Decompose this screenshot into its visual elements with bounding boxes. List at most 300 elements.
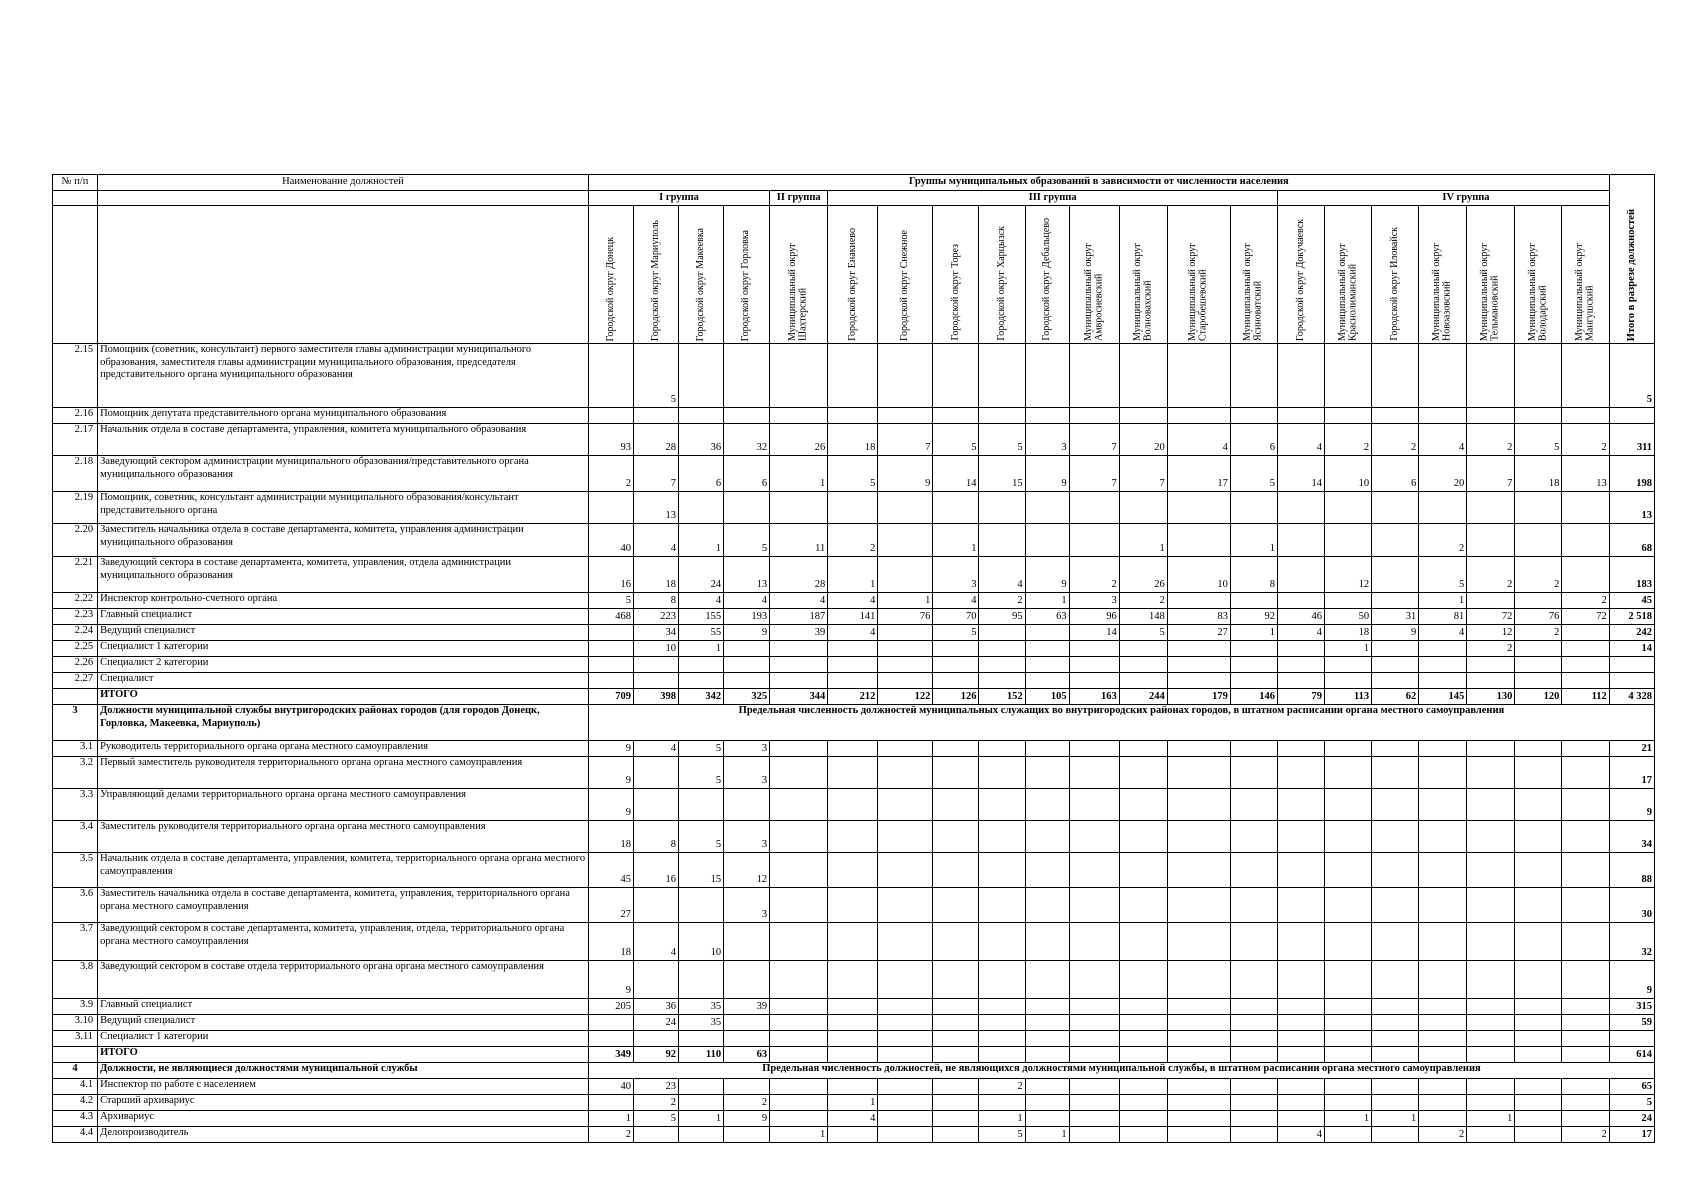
section-title: Должности муниципальной службы внутригородских районах городов (для городов Донецк, Горловка, Макеевка, Мариуполь): [98, 705, 589, 741]
cell-value: [828, 1047, 878, 1063]
position-name: ИТОГО: [98, 1047, 589, 1063]
cell-value: 18: [588, 923, 633, 961]
row-total: 183: [1609, 557, 1654, 593]
cell-value: 5: [979, 424, 1025, 456]
cell-value: [1277, 821, 1324, 853]
cell-value: [1069, 1031, 1119, 1047]
cell-value: [633, 657, 678, 673]
cell-value: 9: [588, 961, 633, 999]
cell-value: 12: [724, 853, 770, 888]
cell-value: [633, 888, 678, 923]
cell-value: 349: [588, 1047, 633, 1063]
column-header-label: Городской округ Торез: [949, 244, 961, 341]
cell-value: [1167, 657, 1230, 673]
row-total: [1609, 657, 1654, 673]
cell-value: [770, 888, 828, 923]
cell-value: [1167, 1047, 1230, 1063]
cell-value: 4: [979, 557, 1025, 593]
cell-value: 26: [770, 424, 828, 456]
cell-value: [588, 344, 633, 408]
row-number: 3.10: [53, 1015, 98, 1031]
cell-value: [1372, 999, 1419, 1015]
cell-value: [1025, 961, 1069, 999]
cell-value: [1119, 657, 1167, 673]
cell-value: 2: [1419, 524, 1467, 557]
cell-value: [1325, 344, 1372, 408]
position-name: Первый заместитель руководителя территориального органа органа местного самоуправления: [98, 757, 589, 789]
cell-value: [1372, 557, 1419, 593]
cell-value: [1515, 408, 1562, 424]
cell-value: 7: [878, 424, 933, 456]
cell-value: 9: [724, 625, 770, 641]
cell-value: [933, 757, 979, 789]
cell-value: [1467, 923, 1515, 961]
cell-value: [1515, 789, 1562, 821]
cell-value: [1167, 923, 1230, 961]
cell-value: 468: [588, 609, 633, 625]
cell-value: 5: [679, 821, 724, 853]
cell-value: [1467, 821, 1515, 853]
cell-value: [1069, 1015, 1119, 1031]
position-name: Помощник, советник, консультант администрации муниципального образования/консультант представительного органа: [98, 492, 589, 524]
table-row: [53, 657, 1655, 673]
cell-value: [1277, 673, 1324, 689]
cell-value: [1515, 524, 1562, 557]
cell-value: [1230, 789, 1277, 821]
cell-value: [1467, 408, 1515, 424]
cell-value: [1277, 1047, 1324, 1063]
cell-value: [1069, 757, 1119, 789]
cell-value: [1119, 961, 1167, 999]
cell-value: [1069, 408, 1119, 424]
cell-value: 10: [633, 641, 678, 657]
cell-value: [588, 1095, 633, 1111]
cell-value: [1372, 1079, 1419, 1095]
cell-value: 72: [1562, 609, 1609, 625]
cell-value: [933, 1111, 979, 1127]
cell-value: [1119, 1095, 1167, 1111]
header-group-3: III группа: [828, 191, 1278, 206]
cell-value: [1467, 853, 1515, 888]
cell-value: [1419, 1015, 1467, 1031]
cell-value: [979, 408, 1025, 424]
row-total: 45: [1609, 593, 1654, 609]
cell-value: [1515, 757, 1562, 789]
cell-value: [1167, 1015, 1230, 1031]
cell-value: 5: [1419, 557, 1467, 593]
cell-value: [1515, 853, 1562, 888]
cell-value: [878, 961, 933, 999]
cell-value: 23: [633, 1079, 678, 1095]
cell-value: [633, 757, 678, 789]
cell-value: 6: [724, 456, 770, 492]
cell-value: [1419, 741, 1467, 757]
column-header: [679, 206, 724, 344]
cell-value: [979, 673, 1025, 689]
cell-value: [724, 1031, 770, 1047]
cell-value: 1: [770, 1127, 828, 1143]
cell-value: [1467, 344, 1515, 408]
row-total: 24: [1609, 1111, 1654, 1127]
cell-value: 110: [679, 1047, 724, 1063]
cell-value: [1119, 1047, 1167, 1063]
cell-value: 79: [1277, 689, 1324, 705]
cell-value: [933, 657, 979, 673]
cell-value: 155: [679, 609, 724, 625]
cell-value: [1025, 1031, 1069, 1047]
cell-value: 187: [770, 609, 828, 625]
cell-value: [1467, 888, 1515, 923]
cell-value: 2: [1562, 1127, 1609, 1143]
cell-value: [933, 1079, 979, 1095]
cell-value: [724, 641, 770, 657]
cell-value: 146: [1230, 689, 1277, 705]
position-name: Делопроизводитель: [98, 1127, 589, 1143]
column-header-label: Муниципальный округ Волновахский: [1131, 242, 1154, 341]
cell-value: 1: [828, 1095, 878, 1111]
cell-value: [1372, 1047, 1419, 1063]
table-row: [53, 492, 1655, 524]
cell-value: [679, 1127, 724, 1143]
row-number: 3.9: [53, 999, 98, 1015]
cell-value: 1: [679, 641, 724, 657]
table-row: [53, 1095, 1655, 1111]
cell-value: [724, 923, 770, 961]
cell-value: 18: [633, 557, 678, 593]
cell-value: [1325, 1031, 1372, 1047]
cell-value: 55: [679, 625, 724, 641]
position-name: Специалист 1 категории: [98, 641, 589, 657]
cell-value: [679, 789, 724, 821]
cell-value: 2: [1562, 593, 1609, 609]
cell-value: [1277, 593, 1324, 609]
cell-value: [979, 757, 1025, 789]
cell-value: [933, 673, 979, 689]
table-row: [53, 999, 1655, 1015]
cell-value: [1069, 492, 1119, 524]
cell-value: 15: [679, 853, 724, 888]
cell-value: [1167, 492, 1230, 524]
cell-value: [1119, 492, 1167, 524]
table-row: [53, 424, 1655, 456]
cell-value: [1119, 344, 1167, 408]
cell-value: 24: [633, 1015, 678, 1031]
cell-value: [770, 344, 828, 408]
cell-value: [633, 1127, 678, 1143]
cell-value: 36: [633, 999, 678, 1015]
cell-value: [1562, 673, 1609, 689]
table-row: [53, 853, 1655, 888]
cell-value: [1325, 789, 1372, 821]
cell-value: [1069, 923, 1119, 961]
column-header: [770, 206, 828, 344]
row-total: 32: [1609, 923, 1654, 961]
cell-value: 4: [633, 524, 678, 557]
cell-value: 7: [1119, 456, 1167, 492]
cell-value: [1119, 1015, 1167, 1031]
cell-value: [878, 657, 933, 673]
cell-value: 120: [1515, 689, 1562, 705]
column-header-label: Муниципальный округ Старобешевский: [1187, 242, 1209, 341]
cell-value: 1: [1372, 1111, 1419, 1127]
cell-value: [1277, 853, 1324, 888]
cell-value: [933, 1095, 979, 1111]
cell-value: 11: [770, 524, 828, 557]
cell-value: [1069, 999, 1119, 1015]
cell-value: [1562, 923, 1609, 961]
cell-value: 1: [878, 593, 933, 609]
cell-value: 2: [1467, 424, 1515, 456]
position-name: Специалист: [98, 673, 589, 689]
cell-value: [1230, 1079, 1277, 1095]
cell-value: 4: [1419, 625, 1467, 641]
cell-value: [1515, 888, 1562, 923]
cell-value: 62: [1372, 689, 1419, 705]
cell-value: 344: [770, 689, 828, 705]
cell-value: [770, 961, 828, 999]
cell-value: 1: [1467, 1111, 1515, 1127]
cell-value: 2: [1119, 593, 1167, 609]
cell-value: 27: [588, 888, 633, 923]
cell-value: 92: [633, 1047, 678, 1063]
row-total: 9: [1609, 961, 1654, 999]
cell-value: [1562, 1095, 1609, 1111]
position-name: Начальник отдела в составе департамента, управления, комитета муниципального образования: [98, 424, 589, 456]
cell-value: [1167, 999, 1230, 1015]
cell-value: [828, 641, 878, 657]
cell-value: [828, 408, 878, 424]
cell-value: 152: [979, 689, 1025, 705]
cell-value: 2: [979, 1079, 1025, 1095]
cell-value: [770, 757, 828, 789]
cell-value: [1167, 408, 1230, 424]
cell-value: [1277, 1111, 1324, 1127]
cell-value: [1419, 853, 1467, 888]
cell-value: [1069, 961, 1119, 999]
cell-value: [878, 1111, 933, 1127]
cell-value: [1230, 853, 1277, 888]
cell-value: [878, 1015, 933, 1031]
cell-value: [1277, 408, 1324, 424]
cell-value: [1325, 657, 1372, 673]
cell-value: [1515, 1047, 1562, 1063]
row-number: 3.1: [53, 741, 98, 757]
table-row: [53, 593, 1655, 609]
row-total: 14: [1609, 641, 1654, 657]
header-groups: Группы муниципальных образований в зависимости от численности населения: [588, 175, 1609, 191]
cell-value: [933, 999, 979, 1015]
cell-value: [1119, 757, 1167, 789]
cell-value: [1372, 888, 1419, 923]
position-name: Заместитель руководителя территориального органа органа местного самоуправления: [98, 821, 589, 853]
cell-value: 3: [724, 888, 770, 923]
cell-value: [1419, 492, 1467, 524]
cell-value: [588, 492, 633, 524]
cell-value: [1277, 657, 1324, 673]
cell-value: [1515, 1031, 1562, 1047]
column-header-label: Городской округ Снежное: [899, 230, 911, 341]
cell-value: [1372, 741, 1419, 757]
cell-value: [1419, 641, 1467, 657]
table-row: [53, 961, 1655, 999]
cell-value: [979, 1015, 1025, 1031]
column-header: [933, 206, 979, 344]
cell-value: [1325, 1079, 1372, 1095]
cell-value: [1167, 821, 1230, 853]
cell-value: [1025, 888, 1069, 923]
column-header-label: Муниципальный округ Ясиноватский: [1242, 242, 1264, 341]
cell-value: [1277, 524, 1324, 557]
cell-value: [679, 961, 724, 999]
cell-value: [1025, 821, 1069, 853]
cell-value: 18: [828, 424, 878, 456]
cell-value: [724, 1127, 770, 1143]
cell-value: [588, 1031, 633, 1047]
row-number: [53, 689, 98, 705]
cell-value: 1: [588, 1111, 633, 1127]
cell-value: 4: [1277, 424, 1324, 456]
cell-value: 40: [588, 1079, 633, 1095]
cell-value: [1230, 1047, 1277, 1063]
row-number: 4.3: [53, 1111, 98, 1127]
position-name: Старший архивариус: [98, 1095, 589, 1111]
cell-value: [1419, 344, 1467, 408]
cell-value: [1325, 1047, 1372, 1063]
cell-value: [1025, 1095, 1069, 1111]
cell-value: [770, 657, 828, 673]
cell-value: [1562, 789, 1609, 821]
cell-value: [1069, 641, 1119, 657]
cell-value: [1515, 492, 1562, 524]
column-header-label: Муниципальный округ Краснолиманский: [1336, 242, 1359, 341]
column-header-label: Городской округ Мариуполь: [649, 219, 661, 341]
cell-value: [588, 1015, 633, 1031]
cell-value: 20: [1419, 456, 1467, 492]
cell-value: [1277, 641, 1324, 657]
cell-value: [1167, 1111, 1230, 1127]
cell-value: [1419, 961, 1467, 999]
cell-value: [1230, 641, 1277, 657]
cell-value: [1277, 961, 1324, 999]
cell-value: 212: [828, 689, 878, 705]
cell-value: 2: [1419, 1127, 1467, 1143]
cell-value: 141: [828, 609, 878, 625]
cell-value: [1467, 673, 1515, 689]
cell-value: [933, 923, 979, 961]
cell-value: [1467, 789, 1515, 821]
cell-value: 10: [1167, 557, 1230, 593]
cell-value: [1119, 408, 1167, 424]
cell-value: [1515, 999, 1562, 1015]
cell-value: [1562, 741, 1609, 757]
cell-value: [933, 789, 979, 821]
row-total: 68: [1609, 524, 1654, 557]
row-total: 315: [1609, 999, 1654, 1015]
header-group-4: IV группа: [1277, 191, 1654, 206]
cell-value: [979, 657, 1025, 673]
row-total: 13: [1609, 492, 1654, 524]
cell-value: [1025, 999, 1069, 1015]
cell-value: [1562, 1047, 1609, 1063]
cell-value: 342: [679, 689, 724, 705]
cell-value: [724, 1015, 770, 1031]
cell-value: [1025, 1047, 1069, 1063]
position-name: Помощник (советник, консультант) первого заместителя главы администрации муниципального образования, заместителя главы администрации муниципального образования, председателя представительного органа муниципального образования: [98, 344, 589, 408]
cell-value: [1119, 673, 1167, 689]
cell-value: [933, 821, 979, 853]
cell-value: 63: [724, 1047, 770, 1063]
cell-value: 1: [933, 524, 979, 557]
column-header-label: Городской округ Иловайск: [1388, 227, 1400, 341]
cell-value: 2: [828, 524, 878, 557]
cell-value: [1467, 1079, 1515, 1095]
cell-value: [1372, 853, 1419, 888]
cell-value: 9: [588, 741, 633, 757]
cell-value: [1119, 853, 1167, 888]
cell-value: [1325, 821, 1372, 853]
cell-value: [633, 408, 678, 424]
section-note: Предельная численность должностей, не являющихся должностями муниципальной службы, в штатном расписании органа местного самоуправления: [588, 1063, 1654, 1079]
cell-value: [1277, 999, 1324, 1015]
cell-value: [1025, 1015, 1069, 1031]
cell-value: [878, 999, 933, 1015]
cell-value: 5: [1119, 625, 1167, 641]
table-row: [53, 757, 1655, 789]
cell-value: [1069, 1079, 1119, 1095]
cell-value: [679, 1031, 724, 1047]
cell-value: 1: [1119, 524, 1167, 557]
row-total: 242: [1609, 625, 1654, 641]
cell-value: 9: [588, 789, 633, 821]
position-name: Специалист 2 категории: [98, 657, 589, 673]
row-total: 5: [1609, 1095, 1654, 1111]
cell-value: [1230, 757, 1277, 789]
cell-value: 1: [1025, 593, 1069, 609]
cell-value: [1167, 1079, 1230, 1095]
cell-value: [1372, 821, 1419, 853]
position-name: Инспектор контрольно-счетного органа: [98, 593, 589, 609]
cell-value: 4: [828, 625, 878, 641]
cell-value: [724, 408, 770, 424]
row-number: 2.23: [53, 609, 98, 625]
row-total: [1609, 1031, 1654, 1047]
table-row: [53, 1079, 1655, 1095]
cell-value: [679, 344, 724, 408]
cell-value: 105: [1025, 689, 1069, 705]
cell-value: [1467, 524, 1515, 557]
cell-value: 4: [1277, 1127, 1324, 1143]
header-no: № п/п: [53, 175, 98, 191]
cell-value: [1325, 593, 1372, 609]
cell-value: [1325, 524, 1372, 557]
cell-value: [1069, 1095, 1119, 1111]
section-number: 4: [53, 1063, 98, 1079]
column-header: [1167, 206, 1230, 344]
cell-value: [878, 888, 933, 923]
row-number: [53, 1047, 98, 1063]
cell-value: [1372, 524, 1419, 557]
cell-value: [1119, 1111, 1167, 1127]
cell-value: 4: [679, 593, 724, 609]
cell-value: [828, 757, 878, 789]
cell-value: [1419, 789, 1467, 821]
row-number: 2.17: [53, 424, 98, 456]
cell-value: 398: [633, 689, 678, 705]
cell-value: [1069, 888, 1119, 923]
column-header: [1467, 206, 1515, 344]
staffing-table: [52, 174, 1655, 1143]
cell-value: [1562, 1111, 1609, 1127]
